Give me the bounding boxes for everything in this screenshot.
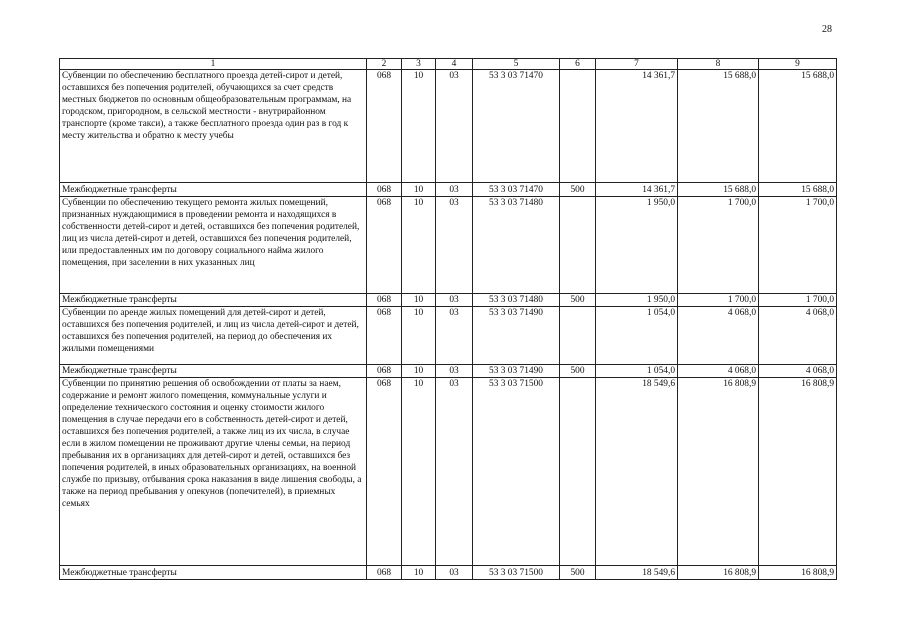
cell-subsection: 03 xyxy=(436,365,473,378)
cell-chapter: 068 xyxy=(367,307,402,365)
cell-expense-type: 500 xyxy=(560,566,596,580)
cell-subsection: 03 xyxy=(436,378,473,566)
cell-chapter: 068 xyxy=(367,365,402,378)
cell-expense-type xyxy=(560,70,596,183)
row-name: Субвенции по обеспечению бесплатного проезда детей-сирот и детей, оставшихся без попечения родителей, обучающихся за счет средств местных бюджетов по основным общеобразовательным программам, на городском, пригородном, в сельской местности - внутрирайонном транспорте (кроме такси), а также бесплатного проезда один раз в год к месту жительства и обратно к месту учебы xyxy=(60,70,367,183)
cell-section: 10 xyxy=(402,183,436,197)
cell-amount-7: 1 950,0 xyxy=(596,197,678,294)
col-header-9: 9 xyxy=(759,59,837,70)
page-number: 28 xyxy=(822,24,832,35)
cell-amount-8: 1 700,0 xyxy=(678,294,759,307)
cell-chapter: 068 xyxy=(367,183,402,197)
row-name: Межбюджетные трансферты xyxy=(60,294,367,307)
cell-target-article: 53 3 03 71480 xyxy=(473,294,560,307)
cell-section: 10 xyxy=(402,307,436,365)
col-header-5: 5 xyxy=(473,59,560,70)
row-name: Межбюджетные трансферты xyxy=(60,183,367,197)
cell-amount-9: 4 068,0 xyxy=(759,307,837,365)
cell-subsection: 03 xyxy=(436,307,473,365)
col-header-7: 7 xyxy=(596,59,678,70)
cell-section: 10 xyxy=(402,566,436,580)
table-row xyxy=(60,294,837,307)
cell-expense-type xyxy=(560,197,596,294)
table-row xyxy=(60,70,837,183)
cell-amount-7: 18 549,6 xyxy=(596,566,678,580)
cell-amount-7: 1 950,0 xyxy=(596,294,678,307)
cell-amount-9: 16 808,9 xyxy=(759,566,837,580)
cell-section: 10 xyxy=(402,294,436,307)
cell-target-article: 53 3 03 71470 xyxy=(473,70,560,183)
row-name: Межбюджетные трансферты xyxy=(60,365,367,378)
cell-amount-9: 4 068,0 xyxy=(759,365,837,378)
cell-section: 10 xyxy=(402,70,436,183)
cell-expense-type xyxy=(560,378,596,566)
row-name: Субвенции по аренде жилых помещений для детей-сирот и детей, оставшихся без попечения родителей, и лиц из числа детей-сирот и детей, оставшихся без попечения родителей, на период до обеспечения их жилыми помещениями xyxy=(60,307,367,365)
cell-amount-9: 15 688,0 xyxy=(759,183,837,197)
cell-expense-type: 500 xyxy=(560,183,596,197)
cell-amount-8: 16 808,9 xyxy=(678,566,759,580)
cell-subsection: 03 xyxy=(436,197,473,294)
cell-subsection: 03 xyxy=(436,183,473,197)
cell-amount-7: 18 549,6 xyxy=(596,378,678,566)
cell-chapter: 068 xyxy=(367,70,402,183)
budget-table xyxy=(59,58,837,580)
cell-target-article: 53 3 03 71490 xyxy=(473,307,560,365)
cell-amount-7: 1 054,0 xyxy=(596,307,678,365)
table-row xyxy=(60,365,837,378)
cell-target-article: 53 3 03 71480 xyxy=(473,197,560,294)
col-header-8: 8 xyxy=(678,59,759,70)
cell-expense-type: 500 xyxy=(560,365,596,378)
cell-amount-9: 16 808,9 xyxy=(759,378,837,566)
cell-amount-8: 15 688,0 xyxy=(678,70,759,183)
cell-amount-9: 15 688,0 xyxy=(759,70,837,183)
cell-amount-8: 4 068,0 xyxy=(678,307,759,365)
cell-subsection: 03 xyxy=(436,294,473,307)
cell-amount-8: 4 068,0 xyxy=(678,365,759,378)
cell-target-article: 53 3 03 71470 xyxy=(473,183,560,197)
cell-chapter: 068 xyxy=(367,197,402,294)
table-row xyxy=(60,307,837,365)
cell-section: 10 xyxy=(402,365,436,378)
cell-target-article: 53 3 03 71500 xyxy=(473,566,560,580)
col-header-6: 6 xyxy=(560,59,596,70)
col-header-2: 2 xyxy=(367,59,402,70)
row-name: Межбюджетные трансферты xyxy=(60,566,367,580)
table-row xyxy=(60,183,837,197)
cell-amount-7: 14 361,7 xyxy=(596,183,678,197)
cell-amount-9: 1 700,0 xyxy=(759,294,837,307)
table-row xyxy=(60,197,837,294)
cell-section: 10 xyxy=(402,378,436,566)
cell-section: 10 xyxy=(402,197,436,294)
cell-amount-8: 1 700,0 xyxy=(678,197,759,294)
row-name: Субвенции по обеспечению текущего ремонта жилых помещений, признанных нуждающимися в проведении ремонта и находящихся в собственности детей-сирот и детей, оставшихся без попечения родителей, лиц из числа детей-сирот и детей, оставшихся без попечения родителей, или предоставленных им по договору социального найма жилого помещения, при заселении в них указанных лиц xyxy=(60,197,367,294)
row-name: Субвенции по принятию решения об освобождении от платы за наем, содержание и ремонт жилого помещения, коммунальные услуги и определение технического состояния и оценку стоимости жилого помещения в случае передачи его в собственность детей-сирот и детей, оставшихся без попечения родителей, а также лиц из их числа, в случае если в жилом помещении не проживают другие члены семьи, на период пребывания их в организациях для детей-сирот и детей, оставшихся без попечения родителей, в иных образовательных организациях, на военной службе по призыву, отбывания срока наказания в виде лишения свободы, а также на период пребывания у опекунов (попечителей), в приемных семьях xyxy=(60,378,367,566)
cell-subsection: 03 xyxy=(436,70,473,183)
col-header-4: 4 xyxy=(436,59,473,70)
cell-subsection: 03 xyxy=(436,566,473,580)
header-row xyxy=(60,59,837,70)
cell-chapter: 068 xyxy=(367,378,402,566)
cell-amount-9: 1 700,0 xyxy=(759,197,837,294)
cell-amount-7: 1 054,0 xyxy=(596,365,678,378)
cell-amount-8: 16 808,9 xyxy=(678,378,759,566)
cell-amount-7: 14 361,7 xyxy=(596,70,678,183)
cell-target-article: 53 3 03 71490 xyxy=(473,365,560,378)
col-header-3: 3 xyxy=(402,59,436,70)
cell-chapter: 068 xyxy=(367,294,402,307)
cell-amount-8: 15 688,0 xyxy=(678,183,759,197)
cell-expense-type xyxy=(560,307,596,365)
cell-target-article: 53 3 03 71500 xyxy=(473,378,560,566)
cell-expense-type: 500 xyxy=(560,294,596,307)
table-row xyxy=(60,378,837,566)
col-header-1: 1 xyxy=(60,59,367,70)
table-row xyxy=(60,566,837,580)
cell-chapter: 068 xyxy=(367,566,402,580)
